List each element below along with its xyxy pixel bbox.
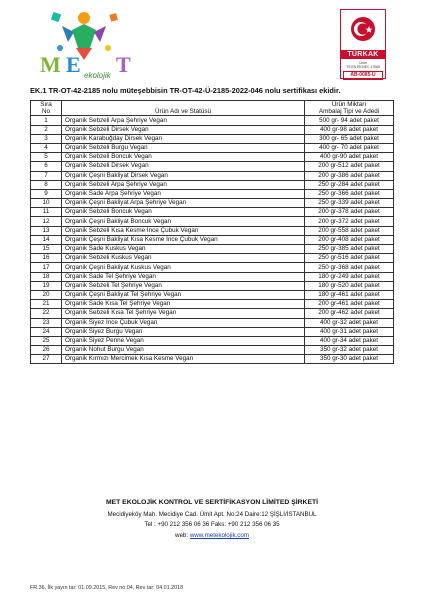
table-row bbox=[31, 116, 394, 125]
row-product-name: Organik Sebzeli Burgu Vegan bbox=[62, 143, 305, 152]
svg-text:E: E bbox=[66, 52, 81, 77]
row-amount: 200 gr-461 adet paket bbox=[305, 300, 394, 309]
row-amount: 180 gr-520 adet paket bbox=[305, 281, 394, 290]
row-sequence-no: 20 bbox=[31, 290, 62, 299]
header-product-name bbox=[62, 101, 305, 116]
row-sequence-no: 22 bbox=[31, 309, 62, 318]
svg-text:M: M bbox=[40, 52, 61, 77]
company-name: MET EKOLOJİK KONTROL VE SERTİFİKASYON LİMİTED ŞİRKETİ bbox=[105, 499, 319, 506]
row-amount: 400 gr-98 adet paket bbox=[305, 125, 394, 134]
row-amount: 300 gr- 65 adet paket bbox=[305, 134, 394, 143]
row-amount: 180 gr-249 adet paket bbox=[305, 272, 394, 281]
table-header-row bbox=[31, 101, 394, 116]
row-amount: 250 gr-516 adet paket bbox=[305, 254, 394, 263]
row-sequence-no: 5 bbox=[31, 153, 62, 162]
turkak-scope bbox=[341, 61, 385, 69]
row-sequence-no: 24 bbox=[31, 327, 62, 336]
table-row bbox=[31, 235, 394, 244]
row-amount: 350 gr-32 adet paket bbox=[305, 346, 394, 355]
row-amount: 200 gr-462 adet paket bbox=[305, 309, 394, 318]
row-sequence-no: 1 bbox=[31, 116, 62, 125]
header-product-name-text: Ürün Adı ve Statüsü bbox=[154, 108, 211, 116]
row-amount: 250 gr-339 adet paket bbox=[305, 199, 394, 208]
table-row bbox=[31, 309, 394, 318]
row-product-name: Organik Sebzeli Kısa Tel Şehriye Vegan bbox=[62, 309, 305, 318]
turkak-emblem-icon bbox=[341, 10, 385, 48]
web-label: web: bbox=[175, 532, 189, 539]
header-sequence-no-line2: No bbox=[41, 108, 51, 116]
turkak-brand: TÜRKAK bbox=[347, 51, 379, 58]
company-phone-fax: Tel : +90 212 356 06 36 Faks: +90 212 356 06 35 bbox=[144, 521, 280, 528]
row-sequence-no: 4 bbox=[31, 143, 62, 152]
row-amount: 200 gr-372 adet paket bbox=[305, 217, 394, 226]
row-sequence-no: 6 bbox=[31, 162, 62, 171]
row-amount: 200 gr-386 adet paket bbox=[305, 171, 394, 180]
table-row bbox=[31, 189, 394, 198]
row-amount: 200 gr-558 adet paket bbox=[305, 226, 394, 235]
row-amount: 400 gr-34 adet paket bbox=[305, 336, 394, 345]
row-product-name: Organik Sebzeli Dirsek Vegan bbox=[62, 162, 305, 171]
row-product-name: Organik Çeşni Bakliyat Boncuk Vegan bbox=[62, 217, 305, 226]
table-row bbox=[31, 272, 394, 281]
table-row bbox=[31, 208, 394, 217]
row-sequence-no: 11 bbox=[31, 208, 62, 217]
row-product-name: Organik Sebzeli Arpa Şehriye Vegan bbox=[62, 180, 305, 189]
row-amount: 250 gr-385 adet paket bbox=[305, 245, 394, 254]
table-row bbox=[31, 153, 394, 162]
row-sequence-no: 13 bbox=[31, 226, 62, 235]
table-row bbox=[31, 134, 394, 143]
table-row bbox=[31, 125, 394, 134]
row-product-name: Organik Sebzeli Arpa Şehriye Vegan bbox=[62, 116, 305, 125]
header-sequence-no bbox=[31, 101, 62, 116]
table-row bbox=[31, 327, 394, 336]
turkak-accreditation-code: AB-0085-Ü bbox=[343, 71, 383, 80]
row-product-name: Organik Sebzeli Tel Şehriye Vegan bbox=[62, 281, 305, 290]
row-amount: 400 gr- 70 adet paket bbox=[305, 143, 394, 152]
table-row bbox=[31, 263, 394, 272]
row-product-name: Organik Çeşni Bakliyat Arpa Şehriye Vegan bbox=[62, 199, 305, 208]
table-row bbox=[31, 199, 394, 208]
row-product-name: Organik Sebzeli Boncuk Vegan bbox=[62, 153, 305, 162]
row-sequence-no: 16 bbox=[31, 254, 62, 263]
table-row bbox=[31, 346, 394, 355]
turkak-accreditation-logo bbox=[340, 9, 386, 79]
table-row bbox=[31, 300, 394, 309]
table-row bbox=[31, 355, 394, 364]
product-table-body bbox=[31, 116, 394, 364]
row-sequence-no: 9 bbox=[31, 189, 62, 198]
row-sequence-no: 14 bbox=[31, 235, 62, 244]
row-product-name: Organik Sade Arpa Şehriye Vegan bbox=[62, 189, 305, 198]
header-amount bbox=[305, 101, 394, 116]
row-product-name: Organik Çeşni Bakliyat Tel Şehriye Vegan bbox=[62, 290, 305, 299]
row-product-name: Organik Sebzeli Kuskus Vegan bbox=[62, 254, 305, 263]
row-amount: 250 gr-284 adet paket bbox=[305, 180, 394, 189]
row-product-name: Organik Sebzeli Dirsek Vegan bbox=[62, 125, 305, 134]
table-row bbox=[31, 281, 394, 290]
row-amount: 350 gr-30 adet paket bbox=[305, 355, 394, 364]
table-row bbox=[31, 226, 394, 235]
row-amount: 400 gr-31 adet paket bbox=[305, 327, 394, 336]
table-row bbox=[31, 318, 394, 327]
row-product-name: Organik Siyez İnce Çubuk Vegan bbox=[62, 318, 305, 327]
row-sequence-no: 15 bbox=[31, 245, 62, 254]
table-row bbox=[31, 162, 394, 171]
table-row bbox=[31, 217, 394, 226]
row-amount: 400 gr-32 adet paket bbox=[305, 318, 394, 327]
row-amount: 250 gr-366 adet paket bbox=[305, 189, 394, 198]
row-product-name: Organik Sebzeli Boncuk Vegan bbox=[62, 208, 305, 217]
row-product-name: Organik Kırmızı Mercimek Kısa Kesme Vegan bbox=[62, 355, 305, 364]
table-row bbox=[31, 180, 394, 189]
company-web bbox=[30, 532, 394, 539]
row-amount: 200 gr-378 adet paket bbox=[305, 208, 394, 217]
svg-text:ekolojik: ekolojik bbox=[84, 71, 111, 80]
form-revision-info: FR.36, İlk yayın tar: 01.09.2015, Rev no:04, Rev tar: 04.01.2018 bbox=[30, 585, 184, 591]
row-sequence-no: 17 bbox=[31, 263, 62, 272]
row-sequence-no: 25 bbox=[31, 336, 62, 345]
header-amount-line1: Ürün Miktarı bbox=[331, 101, 367, 108]
company-address: Mecidiyeköy Mah. Mecidiye Cad. Ümit Apt. No:24 Daire:12 ŞİŞLİ/İSTANBUL bbox=[107, 511, 317, 518]
turkak-scope-line2: TS EN ISO/IEC 17065 bbox=[346, 65, 380, 69]
row-amount: 250 gr-368 adet paket bbox=[305, 263, 394, 272]
row-product-name: Organik Sade Tel Şehriye Vegan bbox=[62, 272, 305, 281]
row-sequence-no: 18 bbox=[31, 272, 62, 281]
row-sequence-no: 23 bbox=[31, 318, 62, 327]
product-table bbox=[30, 100, 394, 364]
website-link[interactable]: www.metekolojik.com bbox=[189, 532, 249, 539]
row-sequence-no: 8 bbox=[31, 180, 62, 189]
row-product-name: Organik Sade Kuskus Vegan bbox=[62, 245, 305, 254]
row-product-name: Organik Sebzeli Kısa Kesme İnce Çubuk Vegan bbox=[62, 226, 305, 235]
row-sequence-no: 2 bbox=[31, 125, 62, 134]
row-sequence-no: 21 bbox=[31, 300, 62, 309]
row-sequence-no: 19 bbox=[31, 281, 62, 290]
row-product-name: Organik Çeşni Bakliyat Kuskus Vegan bbox=[62, 263, 305, 272]
certificate-annex-heading: EK.1 TR-OT-42-2185 nolu müteşebbisin TR-OT-42-Ü-2185-2022-046 nolu sertifikası ekidir. bbox=[30, 86, 341, 95]
row-amount: 400 gr-90 adet paket bbox=[305, 153, 394, 162]
svg-text:T: T bbox=[116, 52, 131, 77]
table-row bbox=[31, 290, 394, 299]
row-product-name: Organik Sade Kısa Tel Şehriye Vegan bbox=[62, 300, 305, 309]
row-sequence-no: 12 bbox=[31, 217, 62, 226]
turkak-scope-line1: Ürün bbox=[359, 61, 367, 65]
row-amount: 500 gr- 94 adet paket bbox=[305, 116, 394, 125]
header-sequence-no-line1: Sıra bbox=[40, 101, 52, 108]
row-sequence-no: 3 bbox=[31, 134, 62, 143]
row-sequence-no: 7 bbox=[31, 171, 62, 180]
row-amount: 200 gr-408 adet paket bbox=[305, 235, 394, 244]
table-row bbox=[31, 336, 394, 345]
met-ekolojik-logo bbox=[32, 8, 138, 82]
table-row bbox=[31, 245, 394, 254]
row-product-name: Organik Karabuğday Dirsek Vegan bbox=[62, 134, 305, 143]
row-amount: 180 gr-461 adet paket bbox=[305, 290, 394, 299]
row-product-name: Organik Çeşni Bakliyat Kısa Kesme İnce Çubuk Vegan bbox=[62, 235, 305, 244]
header-amount-line2: Ambalaj Tipi ve Adedi bbox=[318, 108, 380, 116]
row-sequence-no: 10 bbox=[31, 199, 62, 208]
table-row bbox=[31, 143, 394, 152]
row-product-name: Organik Nohut Burgu Vegan bbox=[62, 346, 305, 355]
row-sequence-no: 26 bbox=[31, 346, 62, 355]
row-amount: 200 gr-512 adet paket bbox=[305, 162, 394, 171]
table-row bbox=[31, 171, 394, 180]
table-row bbox=[31, 254, 394, 263]
row-product-name: Organik Siyez Penne Vegan bbox=[62, 336, 305, 345]
row-product-name: Organik Siyez Burgu Vegan bbox=[62, 327, 305, 336]
row-sequence-no: 27 bbox=[31, 355, 62, 364]
row-product-name: Organik Çeşni Bakliyat Dirsek Vegan bbox=[62, 171, 305, 180]
